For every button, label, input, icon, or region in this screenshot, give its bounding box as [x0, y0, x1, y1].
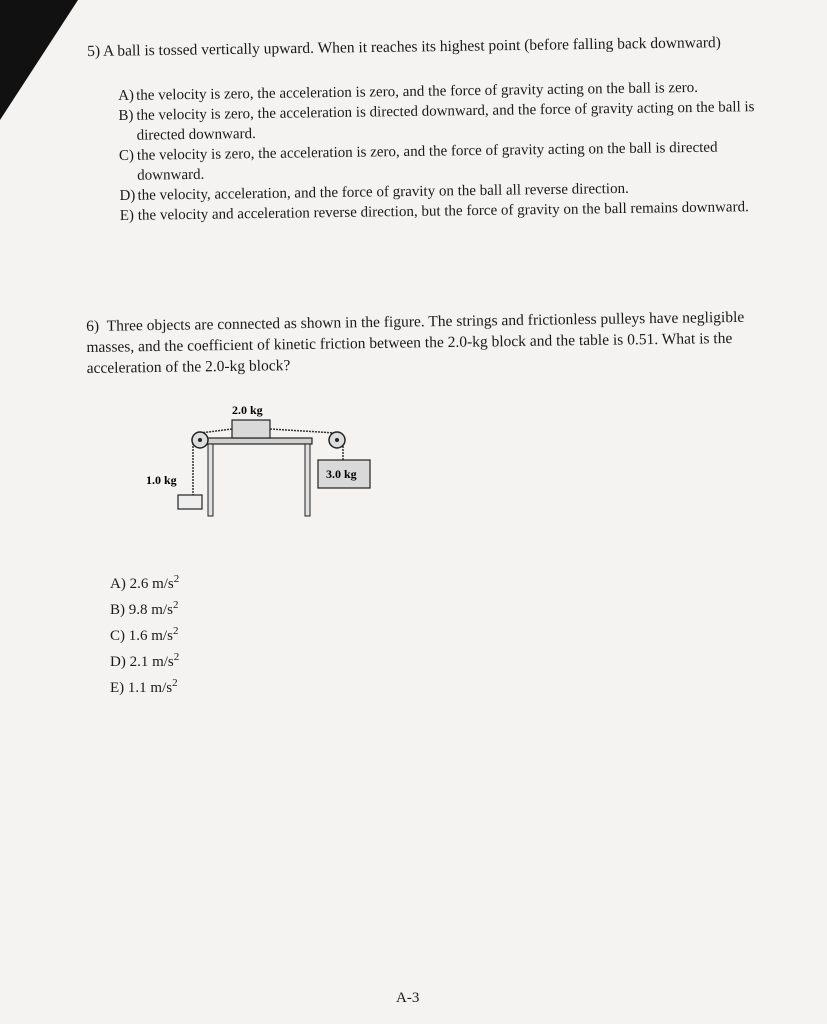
pulley-right-axle: [335, 438, 339, 442]
question-6-text: Three objects are connected as shown in the figure. The strings and frictionless pulleys have negligible masses, and the coefficient of kinetic friction between the 2.0-kg block and the table is 0.51. What is the acceleration of the 2.0-kg block?: [86, 308, 745, 377]
choice-text: the velocity is zero, the acceleration is zero, and the force of gravity acting on the ball is directed downward.: [136, 139, 718, 184]
question-6-number: 6): [86, 317, 100, 335]
pulley-diagram: [140, 398, 380, 523]
q6-choice-e: [110, 670, 179, 696]
label-2kg: 2.0 kg: [232, 403, 263, 417]
q6-choice-b: [110, 592, 179, 618]
q6-choice-c: [110, 618, 179, 644]
choice-letter: B): [110, 602, 125, 618]
choice-value: 2.1 m/s: [129, 654, 174, 670]
choice-text: the velocity is zero, the acceleration is zero, and the force of gravity acting on the ball is zero.: [136, 79, 699, 104]
block-1kg: [178, 495, 202, 509]
choice-letter: E): [110, 680, 125, 696]
choice-letter: B): [118, 107, 134, 124]
choice-exponent: 2: [173, 651, 180, 663]
page-number: A-3: [396, 990, 420, 1006]
choice-letter: D): [119, 187, 136, 204]
pulley-figure: [140, 398, 380, 523]
pulley-left-axle: [198, 438, 202, 442]
choice-letter: A): [110, 576, 126, 592]
choice-value: 1.6 m/s: [128, 628, 173, 644]
question-5-choices: [118, 77, 760, 226]
table-leg-left: [208, 444, 213, 516]
choice-letter: A): [118, 87, 135, 104]
choice-exponent: 2: [172, 599, 179, 611]
question-5-stem: [87, 32, 787, 62]
choice-letter: C): [110, 628, 125, 644]
question-6-stem: [86, 307, 747, 379]
table-top: [206, 438, 312, 444]
label-1kg: 1.0 kg: [146, 473, 177, 487]
choice-letter: C): [118, 147, 135, 164]
choice-letter: E): [119, 207, 135, 224]
string-left-horizontal: [200, 429, 232, 433]
block-2kg: [232, 420, 270, 438]
choice-text: the velocity is zero, the acceleration is directed downward, and the force of gravity acting on the ball is directed downward.: [136, 99, 755, 144]
q6-choice-a: [110, 566, 179, 592]
question-6-choices: [110, 566, 179, 696]
choice-exponent: 2: [173, 573, 180, 585]
choice-text: the velocity and acceleration reverse direction, but the force of gravity on the ball remains downward.: [137, 199, 749, 224]
choice-value: 1.1 m/s: [127, 680, 173, 696]
string-right-horizontal: [270, 429, 336, 433]
choice-letter: D): [110, 654, 126, 670]
q6-choice-d: [110, 644, 179, 670]
choice-value: 9.8 m/s: [128, 602, 173, 618]
choice-exponent: 2: [172, 625, 179, 637]
question-5-text: A ball is tossed vertically upward. When it reaches its highest point (before falling back downward): [102, 34, 721, 60]
page-corner-shadow: [0, 0, 78, 120]
table-leg-right: [305, 444, 310, 516]
question-5-number: 5): [87, 42, 101, 60]
choice-exponent: 2: [172, 677, 178, 689]
label-3kg: 3.0 kg: [326, 467, 357, 481]
choice-value: 2.6 m/s: [129, 576, 174, 592]
choice-text: the velocity, acceleration, and the force of gravity on the ball all reverse direction.: [137, 180, 629, 204]
